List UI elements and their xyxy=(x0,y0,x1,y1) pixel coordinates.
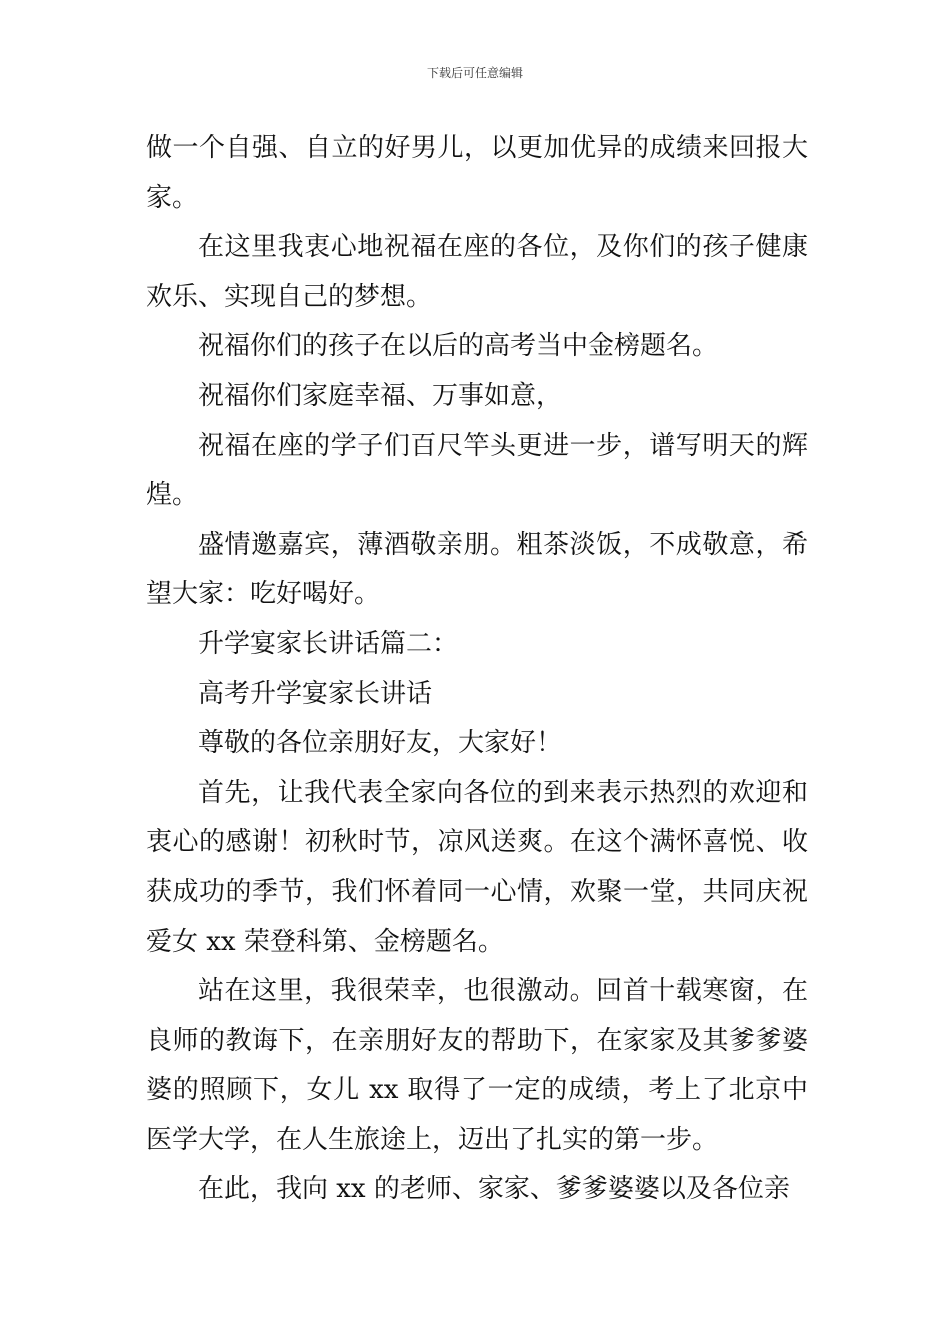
speech-title: 高考升学宴家长讲话 xyxy=(198,678,433,709)
section-heading: 升学宴家长讲话篇二： xyxy=(198,628,459,659)
paragraph-11: 站在这里，我很荣幸，也很激动。回首十载寒窗，在良师的教诲下，在亲朋好友的帮助下，在家家及其爹爹婆婆的照顾下，女儿 xx 取得了一定的成绩，考上了北京中医学大学，在人生旅途上，迈出了扎实的第一步。 xyxy=(146,976,808,1155)
paragraph-1: 做一个自强、自立的好男儿，以更加优异的成绩来回报大家。 xyxy=(146,133,808,213)
paragraph-3: 祝福你们的孩子在以后的高考当中金榜题名。 xyxy=(198,331,719,362)
page-header: 下载后可任意编辑 xyxy=(426,66,523,80)
greeting: 尊敬的各位亲朋好友，大家好！ xyxy=(198,728,563,759)
document-body xyxy=(146,124,808,1215)
paragraph-2: 在这里我衷心地祝福在座的各位，及你们的孩子健康欢乐、实现自己的梦想。 xyxy=(146,232,808,312)
paragraph-5: 祝福在座的学子们百尺竿头更进一步，谱写明天的辉煌。 xyxy=(146,430,808,511)
paragraph-6: 盛情邀嘉宾，薄酒敬亲朋。粗茶淡饭，不成敬意，希望大家：吃好喝好。 xyxy=(146,529,808,610)
paragraph-12: 在此，我向 xx 的老师、家家、爹爹婆婆以及各位亲 xyxy=(198,1174,790,1205)
paragraph-10: 首先，让我代表全家向各位的到来表示热烈的欢迎和衷心的感谢！初秋时节，凉风送爽。在这个满怀喜悦、收获成功的季节，我们怀着同一心情，欢聚一堂，共同庆祝爱女 xx 荣登科第、金榜题名。 xyxy=(146,777,808,957)
paragraph-4: 祝福你们家庭幸福、万事如意， xyxy=(198,380,563,411)
